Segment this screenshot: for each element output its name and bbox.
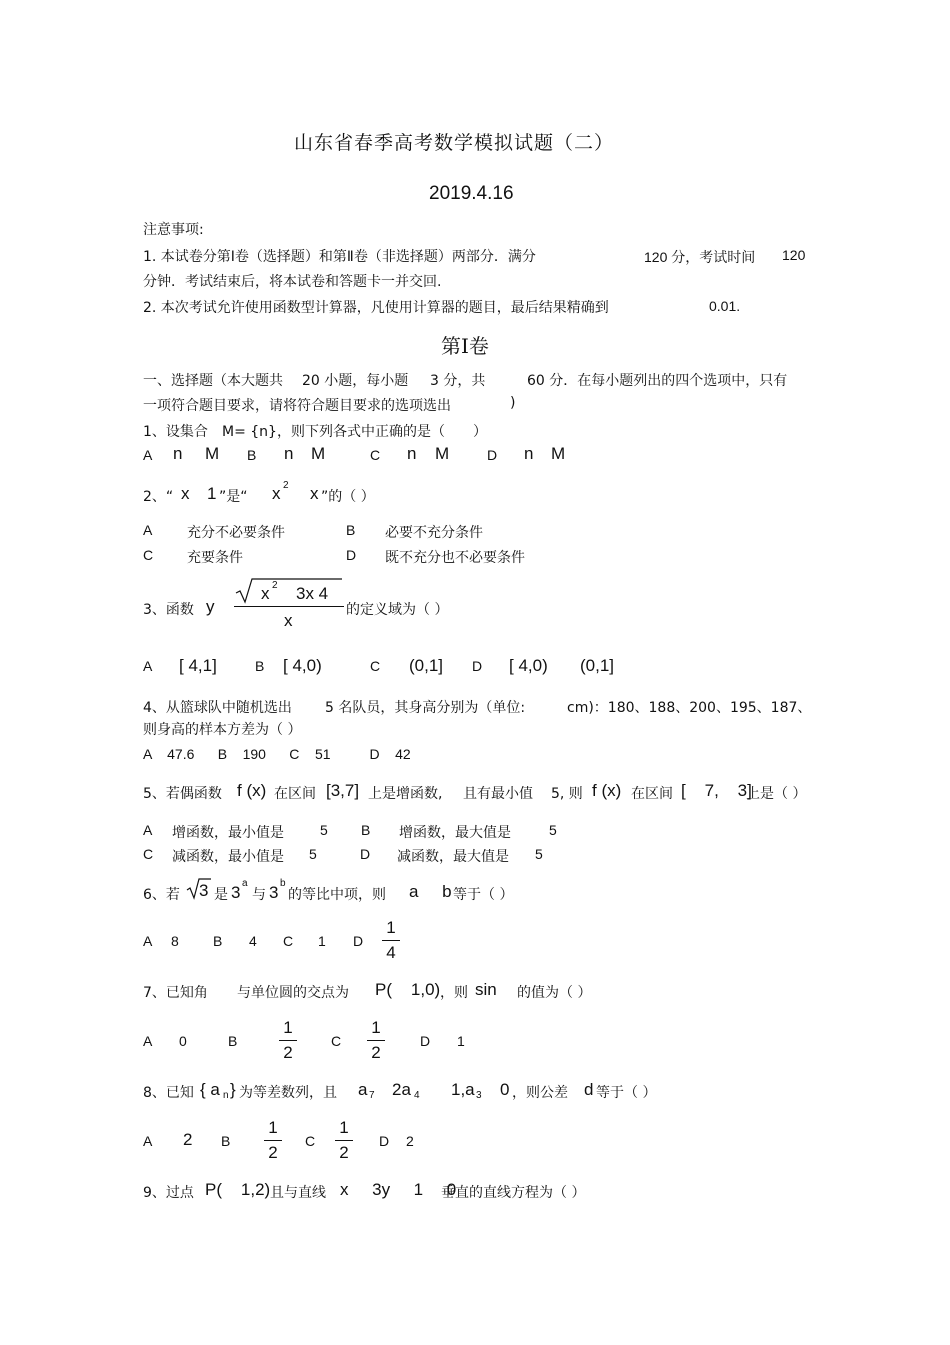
q7-opt-b-label: B [228, 1033, 238, 1049]
q5-opt-a-label: A [143, 822, 153, 838]
q2-p2: ”是“ [219, 489, 248, 505]
q6-with: 与 [252, 887, 266, 903]
q8-seq: { a [200, 1080, 220, 1099]
note-1-text: 1. 本试卷分第Ⅰ卷（选择题）和第Ⅱ卷（非选择题）两部分．满分 [143, 249, 536, 265]
q7-opt-a-value: 0 [179, 1033, 187, 1049]
exam-date: 2019.4.16 [429, 183, 514, 204]
q8-opt-b-numerator: 1 [268, 1118, 278, 1137]
q8-opt-d-value: 2 [406, 1133, 414, 1149]
q6-expr: a b [409, 882, 452, 901]
fraction-bar [335, 1140, 353, 1141]
q1-opt-c-m: M [435, 444, 450, 463]
q5-f2: f (x) [592, 781, 622, 800]
q2-square: 2 [283, 480, 289, 491]
q8-stem: 8、已知 [143, 1085, 194, 1101]
fraction-bar [279, 1040, 297, 1041]
q3-opt-b-value: [ 4,0) [283, 656, 322, 675]
notes-heading: 注意事项: [143, 222, 204, 238]
q5-interval1: [3,7] [326, 781, 360, 800]
q8-d: d [584, 1080, 594, 1099]
q5-a4: 且有最小值 [463, 786, 533, 802]
q3-opt-d-value1: [ 4,0) [509, 656, 548, 675]
q9-p2: 且与直线 [270, 1185, 326, 1201]
q3-opt-a-label: A [143, 658, 153, 674]
q1-opt-d-label: D [487, 447, 498, 463]
q6-exp-b: b [280, 878, 286, 889]
q2-x2: x [272, 484, 281, 503]
q7-p3: ，则 [440, 985, 468, 1001]
q7-opt-c-denominator: 2 [371, 1043, 381, 1062]
q5-opt-c-text: 减函数，最小值是 [172, 849, 284, 865]
note-1-score: 120 分，考试时间 [644, 249, 756, 265]
q6-opt-b-value: 4 [249, 933, 257, 949]
q2-p1: 2、“ [143, 489, 174, 505]
q8-sub4: 4 [414, 1090, 420, 1101]
q7-opt-d-label: D [420, 1033, 431, 1049]
q1-set: M= {n}，则下列各式中正确的是（ ） [222, 424, 487, 440]
intro-l1b: 20 小题，每小题 [302, 373, 409, 389]
q2-one: 1 [207, 484, 217, 503]
page-title: 山东省春季高考数学模拟试题（二） [294, 132, 615, 154]
q7-opt-c-label: C [331, 1033, 342, 1049]
q1-stem: 1、设集合 [143, 424, 208, 440]
q4-options: A 47.6 B 190 C 51 D 42 [143, 746, 411, 762]
q1-opt-a-n: n [173, 444, 183, 463]
intro-l1c: 3 分，共 [430, 373, 486, 389]
q3-rad-rest: 3x 4 [296, 584, 329, 603]
q8-opt-b-label: B [221, 1133, 231, 1149]
q3-y: y [206, 597, 215, 616]
q7-opt-b-numerator: 1 [283, 1018, 293, 1037]
q2-opt-c-label: C [143, 547, 154, 563]
q9-stem: 9、过点 [143, 1185, 194, 1201]
q9-p3: 垂直的直线方程为（ ） [441, 1185, 586, 1201]
q3-opt-c-value: (0,1] [409, 656, 444, 675]
q8-zero: 0 [500, 1080, 510, 1099]
q7-opt-b-fraction [279, 1018, 297, 1063]
q8-1a: 1,a [451, 1080, 475, 1099]
q7-opt-a-label: A [143, 1033, 153, 1049]
q1-opt-b-n: n [284, 444, 294, 463]
q7-point: P( 1,0) [375, 980, 441, 999]
intro-l1a: 一、选择题（本大题共 [143, 373, 283, 389]
q5-opt-d-value: 5 [535, 846, 543, 862]
q9-point: P( 1,2) [205, 1180, 271, 1199]
q7-opt-c-fraction [367, 1018, 385, 1063]
q1-opt-c-n: n [407, 444, 417, 463]
q8-p4: 等于（ ） [596, 1085, 657, 1101]
q5-opt-b-value: 5 [549, 822, 557, 838]
q6-base2: 3 [269, 883, 279, 902]
q8-2a: 2a [392, 1080, 411, 1099]
q6-opt-b-label: B [213, 933, 223, 949]
section-title: 第Ⅰ卷 [441, 334, 489, 358]
q7-stem: 7、已知角 [143, 985, 208, 1001]
intro-l2a: 一项符合题目要求，请将符合题目要求的选项选出 [143, 398, 451, 414]
q7-p4: 的值为（ ） [517, 985, 592, 1001]
q5-f1: f (x) [237, 781, 267, 800]
q5-a7: 上是（ ） [746, 786, 807, 802]
q1-opt-d-n: n [524, 444, 534, 463]
q3-opt-d-label: D [472, 658, 483, 674]
q5-opt-b-label: B [361, 822, 371, 838]
q5-opt-a-text: 增函数，最小值是 [172, 825, 284, 841]
q7-opt-d-value: 1 [457, 1033, 465, 1049]
note-1-cont: 分钟．考试结束后，将本试卷和答题卡一并交回. [143, 274, 442, 290]
q9-line-equation: x 3y 1 0 [340, 1180, 457, 1199]
q2-opt-a-label: A [143, 522, 153, 538]
q5-a6: 在区间 [631, 786, 673, 802]
q2-opt-d-label: D [346, 547, 357, 563]
q5-opt-b-text: 增函数，最大值是 [399, 825, 511, 841]
q5-a3: 上是增函数, [368, 786, 443, 802]
q5-stem: 5、若偶函数 [143, 786, 222, 802]
q3-opt-a-value: [ 4,1] [179, 656, 217, 675]
q6-opt-a-value: 8 [171, 933, 179, 949]
q6-opt-c-value: 1 [318, 933, 326, 949]
q8-opt-d-label: D [379, 1133, 390, 1149]
note-1-time: 120 [782, 247, 806, 263]
q2-opt-a-text: 充分不必要条件 [187, 525, 285, 541]
q5-opt-c-value: 5 [309, 846, 317, 862]
q6-tail: 等于（ ） [453, 887, 514, 903]
fraction-bar [264, 1140, 282, 1141]
q2-opt-b-text: 必要不充分条件 [385, 525, 483, 541]
q5-opt-c-label: C [143, 846, 154, 862]
q5-a5: 5, 则 [551, 786, 583, 802]
q3-tail: 的定义域为（ ） [346, 602, 449, 618]
q6-opt-d-numerator: 1 [386, 918, 396, 937]
q7-opt-c-numerator: 1 [371, 1018, 381, 1037]
q6-stem: 6、若 [143, 887, 180, 903]
q8-opt-c-denominator: 2 [339, 1143, 349, 1162]
q1-opt-d-m: M [551, 444, 566, 463]
intro-l2b: ) [510, 395, 516, 411]
q8-sub3: 3 [476, 1090, 482, 1101]
q8-opt-b-fraction [264, 1118, 282, 1163]
q8-seq-sub: n [223, 1090, 229, 1101]
q5-interval2: [ 7, 3] [681, 781, 752, 800]
q1-opt-b-m: M [311, 444, 326, 463]
q2-opt-b-label: B [346, 522, 356, 538]
q6-opt-a-label: A [143, 933, 153, 949]
q6-rad: 3 [199, 881, 209, 900]
q6-is: 是 [214, 887, 228, 903]
q2-p3: ”的（ ） [321, 489, 375, 505]
q6-opt-d-denominator: 4 [386, 943, 396, 962]
q6-opt-c-label: C [283, 933, 294, 949]
q8-seq-end: } [230, 1080, 236, 1099]
q3-opt-c-label: C [370, 658, 381, 674]
q2-x1: x [181, 484, 190, 503]
q7-p2: 与单位圆的交点为 [237, 985, 349, 1001]
q1-opt-a-m: M [205, 444, 220, 463]
q4-l1a: 4、从篮球队中随机选出 [143, 700, 292, 716]
fraction-bar [367, 1040, 385, 1041]
q3-denominator: x [284, 611, 293, 630]
q6-opt-d-label: D [353, 933, 364, 949]
q4-l1c: cm)：180、188、200、195、187、 [567, 700, 812, 716]
fraction-bar [382, 940, 400, 941]
q8-a7: a [358, 1080, 368, 1099]
q1-opt-b-label: B [247, 447, 257, 463]
q3-opt-b-label: B [255, 658, 265, 674]
q5-opt-d-label: D [360, 846, 371, 862]
q8-p2: 为等差数列，且 [239, 1085, 337, 1101]
q6-opt-d-fraction [382, 918, 400, 963]
q8-opt-c-numerator: 1 [339, 1118, 349, 1137]
q6-base1: 3 [231, 883, 241, 902]
q8-opt-c-label: C [305, 1133, 316, 1149]
q3-opt-d-value2: (0,1] [580, 656, 615, 675]
q1-opt-a-label: A [143, 447, 153, 463]
q8-opt-c-fraction [335, 1118, 353, 1163]
q3-fraction-bar [234, 606, 344, 607]
note-2-precision: 0.01. [709, 298, 741, 314]
q3-rad-x: x [261, 584, 270, 603]
q5-opt-a-value: 5 [320, 822, 328, 838]
q2-opt-d-text: 既不充分也不必要条件 [385, 550, 525, 566]
q2-opt-c-text: 充要条件 [187, 550, 243, 566]
q6-mid: 的等比中项，则 [288, 887, 386, 903]
q7-sin: sin [475, 980, 497, 999]
q1-opt-c-label: C [370, 447, 381, 463]
q8-opt-a-value: 2 [183, 1130, 193, 1149]
q8-opt-a-label: A [143, 1133, 153, 1149]
q7-opt-b-denominator: 2 [283, 1043, 293, 1062]
q8-opt-b-denominator: 2 [268, 1143, 278, 1162]
q3-rad-square: 2 [272, 580, 278, 591]
q3-stem: 3、函数 [143, 602, 194, 618]
q5-a2: 在区间 [274, 786, 316, 802]
q6-exp-a: a [242, 878, 248, 889]
q5-opt-d-text: 减函数，最大值是 [397, 849, 509, 865]
q8-p3: ，则公差 [512, 1085, 568, 1101]
intro-l1d: 60 分．在每小题列出的四个选项中，只有 [527, 373, 788, 389]
q4-l1b: 5 名队员，其身高分别为（单位: [325, 700, 526, 716]
q2-x3: x [310, 484, 319, 503]
note-2-text: 2. 本次考试允许使用函数型计算器，凡使用计算器的题目，最后结果精确到 [143, 300, 609, 316]
q4-l2: 则身高的样本方差为（ ） [143, 722, 302, 738]
q8-sub7: 7 [369, 1090, 375, 1101]
